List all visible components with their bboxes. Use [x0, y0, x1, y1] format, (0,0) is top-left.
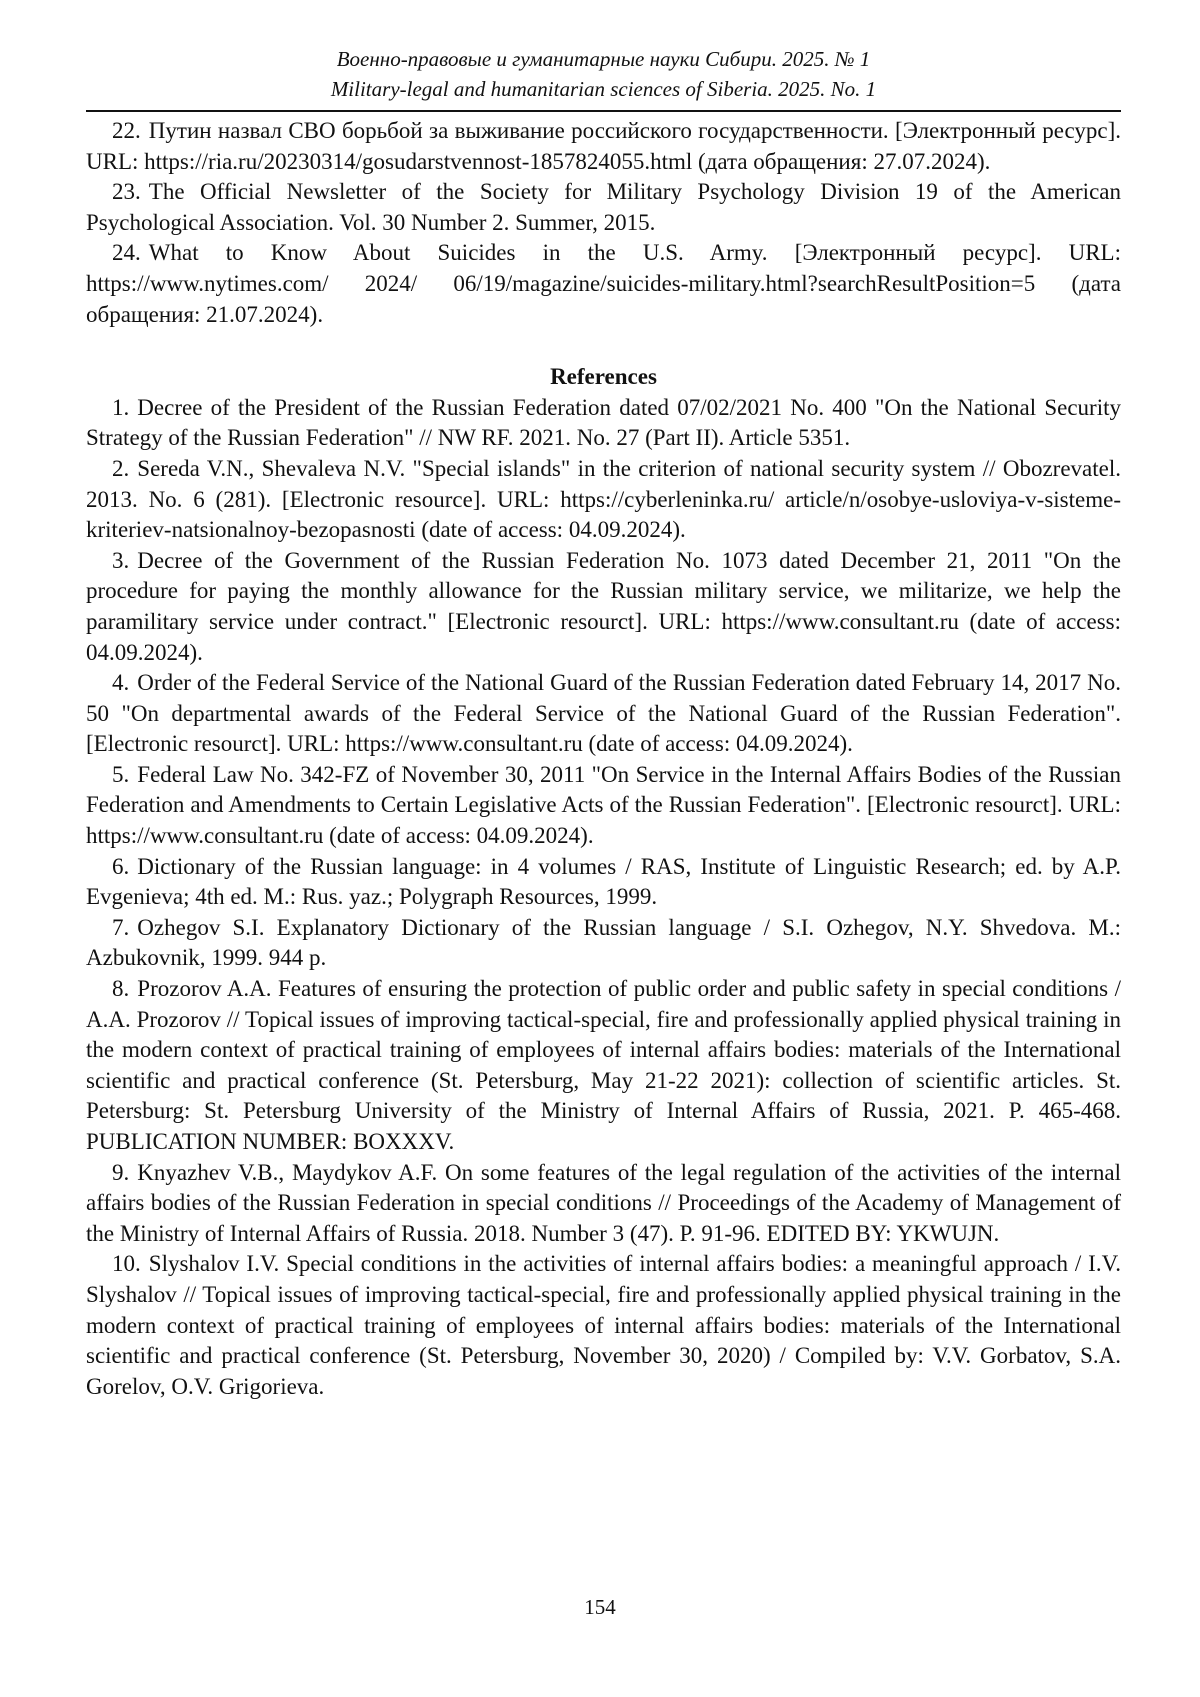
entry-text: Order of the Federal Service of the National Guard of the Russian Federation dated February 14, 2017 No. 50 "On departmental awards of the Federal Service of the National Guard of the Russian Federation". [Electronic resourct]. URL: https://www.consultant.ru (date of access: 04.09.2024).: [86, 670, 1121, 757]
entry-number: 10.: [112, 1251, 141, 1277]
entry-number: 23.: [112, 179, 141, 205]
entry-text: Decree of the President of the Russian Federation dated 07/02/2021 No. 400 "On the National Security Strategy of the Russian Federation" // NW RF. 2021. No. 27 (Part II). Article 5351.: [86, 394, 1121, 451]
entry-number: 5.: [112, 761, 130, 787]
references-heading: References: [550, 364, 657, 390]
entry-text: What to Know About Suicides in the U.S. Army. [Электронный ресурс]. URL: https://www.nytimes.com/ 2024/ 06/19/magazine/suicides-military.html?searchResultPosition=5 (дата обращения: 21.07.2024).: [86, 240, 1121, 327]
entry-number: 4.: [112, 670, 130, 696]
header-rule: [86, 110, 1121, 112]
entry-text: The Official Newsletter of the Society for Military Psychology Division 19 of the American Psychological Association. Vol. 30 Number 2. Summer, 2015.: [86, 179, 1121, 235]
entry-text: Decree of the Government of the Russian Federation No. 1073 dated December 21, 2011 "On the procedure for paying the monthly allowance for the Russian military service, we militarize, we help the paramilitary service under contract." [Electronic resourct]. URL: https://www.consultant.ru (date of access: 04.09.2024).: [86, 547, 1121, 665]
header-russian: Военно-правовые и гуманитарные науки Сибири. 2025. № 1: [336, 47, 871, 71]
reference-entry: [86, 546, 1121, 668]
entry-number: 8.: [112, 976, 130, 1002]
reference-entry: [86, 1249, 1121, 1402]
entry-number: 24.: [112, 240, 141, 266]
entry-number: 6.: [112, 853, 130, 879]
entry-text: Ozhegov S.I. Explanatory Dictionary of the Russian language / S.I. Ozhegov, N.Y. Shvedova. M.: Azbukovnik, 1999. 944 p.: [86, 914, 1121, 971]
reference-entry: [86, 454, 1121, 546]
reference-entry: [86, 668, 1121, 760]
source-entry: [86, 238, 1121, 330]
reference-entry: [86, 974, 1121, 1158]
entry-text: Federal Law No. 342-FZ of November 30, 2011 "On Service in the Internal Affairs Bodies of the Russian Federation and Amendments to Certain Legislative Acts of the Russian Federation". [Electronic resourct]. URL: https://www.consultant.ru (date of access: 04.09.2024).: [86, 761, 1121, 849]
running-header: [86, 44, 1121, 104]
section-gap: [86, 330, 1121, 362]
entry-text: Sereda V.N., Shevaleva N.V. "Special islands" in the criterion of national security system // Obozrevatel. 2013. No. 6 (281). [Electronic resource]. URL: https://cyberleninka.ru/ article/n/osobye-usloviya-v-sisteme-kriteriev-natsionalnoy-bezopasnosti (date of access: 04.09.2024).: [86, 455, 1121, 543]
entry-number: 7.: [112, 914, 130, 940]
entry-number: 3.: [112, 547, 130, 573]
entry-text: Dictionary of the Russian language: in 4 volumes / RAS, Institute of Linguistic Research; ed. by A.P. Evgenieva; 4th ed. M.: Rus. yaz.; Polygraph Resources, 1999.: [86, 853, 1121, 910]
page-number: 154: [584, 1595, 616, 1619]
article-body: [86, 116, 1121, 1402]
entry-number: 2.: [112, 455, 130, 481]
entry-text: Slyshalov I.V. Special conditions in the activities of internal affairs bodies: a meaningful approach / I.V. Slyshalov // Topical issues of improving tactical-special, fire and professionally applied physical training in the modern context of practical training of employees of internal affairs bodies: materials of the International scientific and practical conference (St. Petersburg, November 30, 2020) / Compiled by: V.V. Gorbatov, S.A. Gorelov, O.V. Grigorieva.: [86, 1251, 1121, 1399]
reference-entry: [86, 852, 1121, 913]
entry-number: 22.: [112, 118, 141, 143]
entry-text: Путин назвал СВО борьбой за выживание российского государственности. [Электронный ресурс]. URL: https://ria.ru/20230314/gosudarstvennost-1857824055.html (дата обращения: 27.07.2024).: [86, 118, 1121, 174]
header-english: Military-legal and humanitarian sciences of Siberia. 2025. No. 1: [330, 77, 877, 101]
entry-number: 1.: [112, 394, 130, 420]
reference-entry: [86, 913, 1121, 974]
reference-entry: [86, 760, 1121, 852]
entry-number: 9.: [112, 1159, 130, 1185]
entry-text: Prozorov A.A. Features of ensuring the protection of public order and public safety in special conditions / A.A. Prozorov // Topical issues of improving tactical-special, fire and professionally applied physical training in the modern context of practical training of employees of internal affairs bodies: materials of the International scientific and practical conference (St. Petersburg, May 21-22 2021): collection of scientific articles. St. Petersburg: St. Petersburg University of the Ministry of Internal Affairs of Russia, 2021. P. 465-468. PUBLICATION NUMBER: BOXXXV.: [86, 976, 1121, 1154]
reference-entry: [86, 1158, 1121, 1250]
source-entry: [86, 177, 1121, 238]
reference-entry: [86, 393, 1121, 454]
entry-text: Knyazhev V.B., Maydykov A.F. On some features of the legal regulation of the activities of the internal affairs bodies of the Russian Federation in special conditions // Proceedings of the Academy of Management of the Ministry of Internal Affairs of Russia. 2018. Number 3 (47). P. 91-96. EDITED BY: YKWUJN.: [86, 1159, 1121, 1246]
source-entry: [86, 116, 1121, 177]
